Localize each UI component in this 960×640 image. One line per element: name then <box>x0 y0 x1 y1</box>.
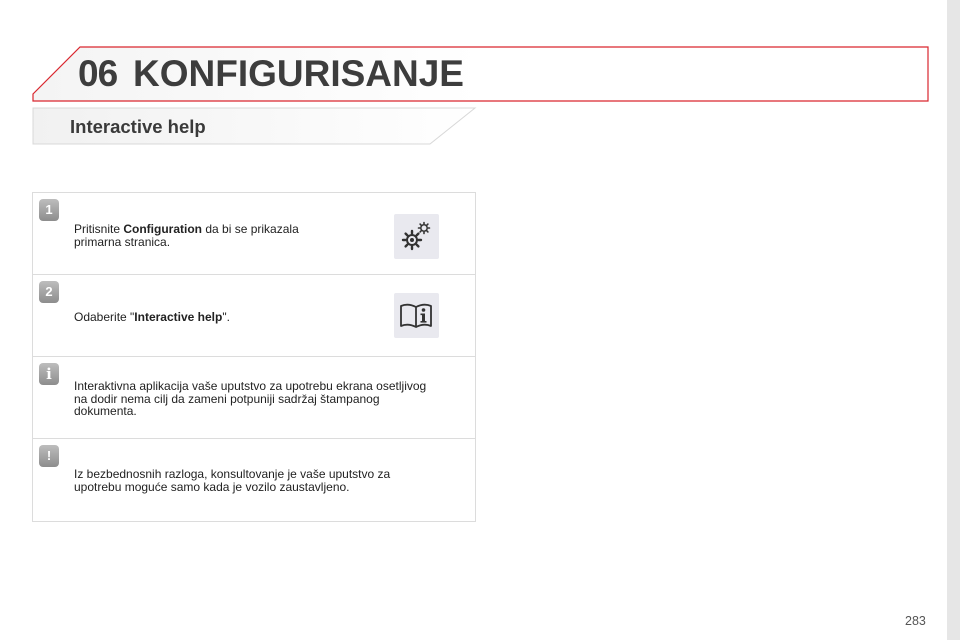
interactive-help-button[interactable] <box>394 293 439 338</box>
step-row-2 <box>33 275 475 357</box>
step-2-text: Odaberite "Interactive help". <box>74 310 230 324</box>
warning-note-text: Iz bezbednosnih razloga, konsultovanje je vaše uputstvo za upotrebu moguće samo kada je vozilo zaustavljeno. <box>74 467 391 494</box>
step-number-badge: 2 <box>39 281 59 303</box>
configuration-button[interactable] <box>394 214 439 259</box>
page-number: 283 <box>905 614 926 628</box>
step-row-1 <box>33 193 475 275</box>
warning-note-row <box>33 439 475 521</box>
info-note-text: Interaktivna aplikacija vaše uputstvo za upotrebu ekrana osetljivog na dodir nema cilj da zameni potpuniji sadržaj štampanog dokumenta. <box>74 379 427 418</box>
chapter-header <box>0 0 960 110</box>
interactive-help-label: Interactive help <box>134 310 223 324</box>
configuration-label: Configuration <box>123 222 203 236</box>
steps-panel <box>32 192 476 522</box>
chapter-number: 06 <box>78 53 118 94</box>
section-title: Interactive help <box>70 116 206 137</box>
info-note-row <box>33 357 475 439</box>
info-icon: i <box>39 363 59 385</box>
warning-icon: ! <box>39 445 59 467</box>
chapter-title: KONFIGURISANJE <box>133 53 464 94</box>
step-number-badge: 1 <box>39 199 59 221</box>
step-1-text: Pritisnite Configuration da bi se prikazala primarna stranica. <box>74 222 299 249</box>
configuration-gear-icon <box>394 214 439 259</box>
interactive-help-book-icon <box>394 293 439 338</box>
